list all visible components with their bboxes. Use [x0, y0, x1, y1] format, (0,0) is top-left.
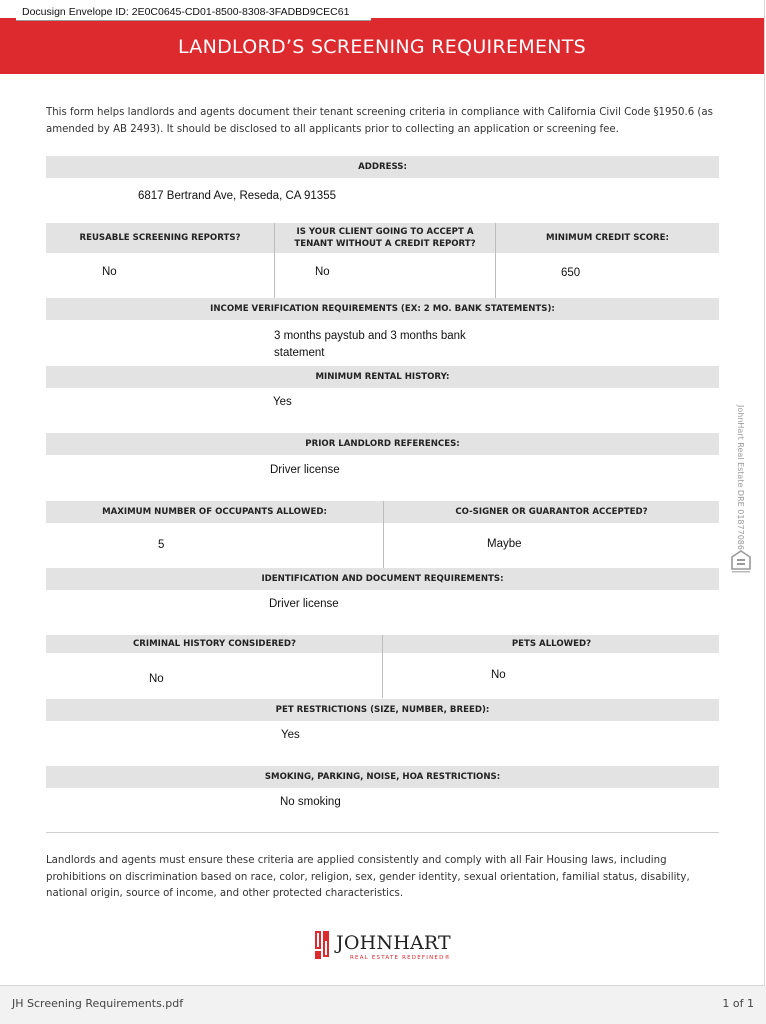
logo-name: JOHNHART	[336, 932, 451, 954]
min-credit-score-label: MINIMUM CREDIT SCORE:	[546, 233, 669, 243]
johnhart-logo	[314, 929, 454, 965]
min-rental-history-value: Yes	[273, 396, 292, 408]
cosigner-label: CO-SIGNER OR GUARANTOR ACCEPTED?	[455, 507, 648, 517]
pets-allowed-label: PETS ALLOWED?	[511, 639, 592, 649]
references-label-bar	[46, 433, 719, 455]
prior-landlord-refs-value: Driver license	[270, 464, 340, 476]
min-credit-score-value: 650	[561, 267, 581, 279]
id-docs-value: Driver license	[269, 598, 339, 610]
max-occupants-label: MAXIMUM NUMBER OF OCCUPANTS ALLOWED:	[102, 507, 327, 517]
side-license-text: JohnHart Real Estate DRE 01877086	[736, 405, 745, 550]
no-credit-report-value: No	[315, 266, 330, 278]
column-divider	[495, 223, 496, 298]
column-divider	[382, 635, 383, 698]
divider-rule	[46, 832, 719, 833]
criminal-history-label: CRIMINAL HISTORY CONSIDERED?	[132, 639, 297, 649]
intro-text: This form helps landlords and agents document their tenant screening criteria in compliance with California Civil Code §1950.6 (as amended by AB 2493). It should be disclosed to all applicants prior to collecting an application or screening fee.	[46, 107, 713, 135]
cosigner-value: Maybe	[487, 538, 522, 550]
smoking-label-bar	[46, 766, 719, 788]
rental-history-label-bar	[46, 366, 719, 388]
income-verification-value: 3 months paystub and 3 months bank statement	[274, 330, 466, 359]
max-occupants-value: 5	[158, 539, 165, 551]
screening-row-label-bar	[46, 223, 719, 253]
logo-tagline: REAL ESTATE REDEFINED®	[350, 955, 452, 961]
smoking-restrictions-label: SMOKING, PARKING, NOISE, HOA RESTRICTIONS:	[264, 772, 501, 782]
page-title: LANDLORD’S SCREENING REQUIREMENTS	[177, 36, 587, 58]
equal-housing-opportunity-icon	[731, 550, 751, 574]
pets-allowed-value: No	[491, 669, 506, 681]
file-name: JH Screening Requirements.pdf	[12, 997, 184, 1010]
address-value: 6817 Bertrand Ave, Reseda, CA 91355	[138, 190, 336, 202]
prior-landlord-refs-label: PRIOR LANDLORD REFERENCES:	[305, 439, 460, 449]
title-banner	[0, 18, 764, 74]
no-credit-report-label: IS YOUR CLIENT GOING TO ACCEPT A TENANT WITHOUT A CREDIT REPORT?	[294, 227, 476, 249]
fair-housing-notice: Landlords and agents must ensure these criteria are applied consistently and comply with all Fair Housing laws, including prohibitions on discrimination based on race, color, religion, sex, gender identity, sexual orientation, familial status, disability, national origin, source of income, and other protected characteristics.	[46, 855, 690, 899]
docusign-envelope-id: Docusign Envelope ID: 2E0C0645-CD01-8500-8308-3FADBD9CEC61	[16, 6, 371, 21]
page-indicator: 1 of 1	[722, 997, 754, 1010]
pdf-viewer-footer	[0, 986, 766, 1024]
min-rental-history-label: MINIMUM RENTAL HISTORY:	[315, 372, 450, 382]
reusable-reports-label: REUSABLE SCREENING REPORTS?	[79, 233, 241, 243]
income-verification-label: INCOME VERIFICATION REQUIREMENTS (EX: 2 MO. BANK STATEMENTS):	[210, 304, 555, 314]
id-docs-label-bar	[46, 568, 719, 590]
address-label-bar	[46, 156, 719, 178]
pet-restrictions-value: Yes	[281, 729, 300, 741]
reusable-reports-value: No	[102, 266, 117, 278]
income-label-bar	[46, 298, 719, 320]
jh-logo-mark-icon	[314, 929, 330, 961]
address-label: ADDRESS:	[358, 162, 407, 172]
column-divider	[383, 501, 384, 568]
smoking-restrictions-value: No smoking	[280, 796, 341, 808]
pet-restrictions-label-bar	[46, 699, 719, 721]
pet-restrictions-label: PET RESTRICTIONS (SIZE, NUMBER, BREED):	[275, 705, 490, 715]
id-docs-label: IDENTIFICATION AND DOCUMENT REQUIREMENTS:	[261, 574, 504, 584]
criminal-history-value: No	[149, 673, 164, 685]
column-divider	[274, 223, 275, 298]
